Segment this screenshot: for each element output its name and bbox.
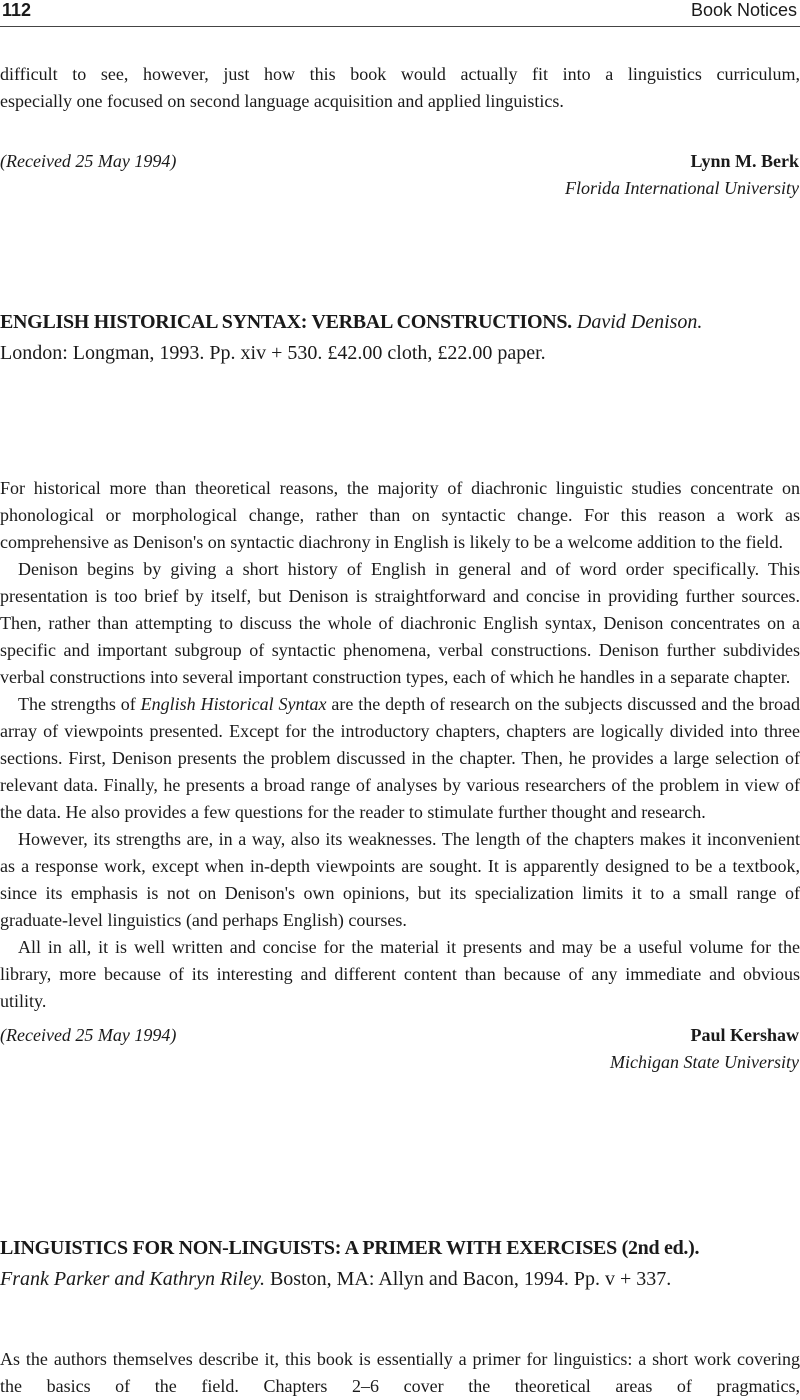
paragraph: As the authors themselves describe it, this book is essentially a primer for linguistics: a short work covering the basics of the field. Chapters 2–6 cover the theoretical areas of pragmatics, [0, 1349, 800, 1396]
book-authors: Frank Parker and Kathryn Riley. [0, 1268, 265, 1290]
running-title: Book Notices [690, 0, 797, 20]
paragraph-rest: are the depth of research on the subjects discussed and the broad array of viewpoints presented. Except for the introductory chapters, chapters are logically divided into three sections. First, Denison presents the problem discussed in the chapter. Then, he provides a large selection of relevant data. Finally, he presents a broad range of analyses by various researchers of the problem in view of the data. He also provides a few questions for the reader to stimulate further thought and research. [0, 694, 800, 822]
paragraph-lead: The strengths of [18, 694, 136, 714]
book-author: David Denison. [576, 311, 703, 333]
paragraph: For historical more than theoretical reasons, the majority of diachronic linguistic studies concentrate on phonological or morphological change, rather than on syntactic change. For this reason a work as comprehensive as Denison's on syntactic diachrony in English is likely to be a welcome addition to the field. [0, 478, 800, 552]
prev-review-line-2: especially one focused on second language acquisition and applied linguistics. [0, 91, 564, 111]
publication-info: Boston, MA: Allyn and Bacon, 1994. Pp. v + 337. [269, 1268, 672, 1290]
paragraph: All in all, it is well written and concise for the material it presents and may be a useful volume for the library, more because of its interesting and different content than because of any immediate and obvious utility. [0, 937, 800, 1011]
header-rule [0, 26, 800, 27]
received-date: (Received 25 May 1994) [0, 151, 177, 171]
paragraph: Denison begins by giving a short history of English in general and of word order specifically. This presentation is too brief by itself, but Denison is straightforward and concise in providing further sources. Then, rather than attempting to discuss the whole of diachronic English syntax, Denison concentrates on a specific and important subgroup of syntactic phenomena, verbal constructions. Denison further subdivides verbal constructions into several important construction types, each of which he handles in a separate chapter. [0, 559, 800, 687]
review-heading [0, 307, 800, 369]
book-title-italic: English Historical Syntax [140, 694, 327, 714]
paragraph: However, its strengths are, in a way, also its weaknesses. The length of the chapters makes it inconvenient as a response work, except when in-depth viewpoints are sought. It is apparently designed to be a textbook, since its emphasis is not on Denison's own opinions, but its specialization limits it to a small range of graduate-level linguistics (and perhaps English) courses. [0, 829, 800, 930]
page-number: 112 [2, 0, 32, 20]
review-body [0, 475, 800, 1015]
reviewer-affiliation: Florida International University [565, 178, 799, 198]
book-title: LINGUISTICS FOR NON-LINGUISTS: A PRIMER WITH EXERCISES (2nd ed.). [0, 1237, 700, 1259]
review-body [0, 1346, 800, 1400]
book-title: ENGLISH HISTORICAL SYNTAX: VERBAL CONSTRUCTIONS. [0, 311, 572, 333]
received-date: (Received 25 May 1994) [0, 1025, 177, 1045]
review-heading [0, 1233, 800, 1295]
running-header [0, 0, 800, 22]
prev-review-line-1: difficult to see, however, just how this book would actually fit into a linguistics curriculum, [0, 64, 800, 84]
paragraph [0, 691, 800, 826]
reviewer-name: Lynn M. Berk [690, 151, 799, 171]
prev-review-text [0, 61, 800, 115]
reviewer-affiliation: Michigan State University [610, 1052, 799, 1072]
publication-info: London: Longman, 1993. Pp. xiv + 530. £42.00 cloth, £22.00 paper. [0, 342, 546, 364]
reviewer-name: Paul Kershaw [690, 1025, 799, 1045]
